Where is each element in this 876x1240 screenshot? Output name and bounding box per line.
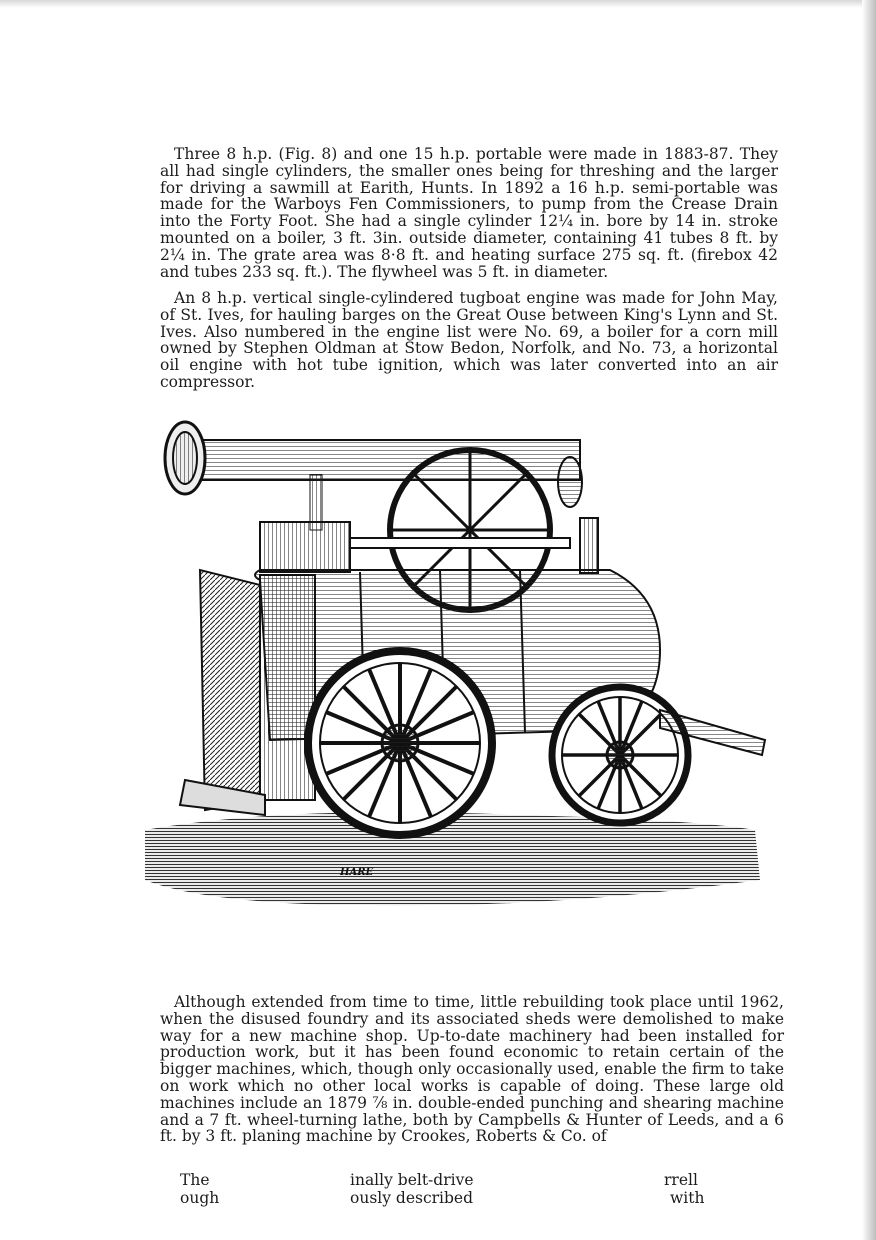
ground-shadow xyxy=(145,812,760,906)
paragraph-machine-shop: Although extended from time to time, little rebuilding took place until 1962, when the disused foundry and its associated sheds were demolished to make way for a new machine shop. Up-to-date machinery had been installed for production work, but it has been found economic to retain certain of the bigger machines, which, though only occasionally used, enable the firm to take on work which no other local works is capable of doing. These large old machines include an 1879 ⅞ in. double-ended punching and shearing machine and a 7 ft. wheel-turning lathe, both by Campbells & Hunter of Leeds, and a 6 ft. by 3 ft. planing machine by Crookes, Roberts & Co. of xyxy=(160,993,784,1146)
cut-fragment: rrell xyxy=(664,1171,698,1189)
engraver-signature: HARE xyxy=(340,867,374,878)
cut-fragment: The xyxy=(180,1171,210,1189)
portable-engine-engraving xyxy=(140,410,770,910)
front-wheel xyxy=(552,687,688,823)
cut-fragment: with xyxy=(670,1189,705,1207)
cut-fragment: ously described xyxy=(350,1189,474,1207)
cut-fragment: inally belt-drive xyxy=(350,1171,474,1189)
cut-fragment: ough xyxy=(180,1189,220,1207)
firebox xyxy=(180,570,315,815)
paragraph-portables: Three 8 h.p. (Fig. 8) and one 15 h.p. portable were made in 1883-87. They all had single cylinders, the smaller ones being for threshing and the larger for driving a sawmill at Earith, Hunts. In 1892 a 16 h.p. semi-portable was made for the Warboys Fen Commissioners, to pump from the Crease Drain into the Forty Foot. She had a single cylinder 12¼ in. bore by 14 in. stroke mounted on a boiler, 3 ft. 3in. outside diameter, containing 41 tubes 8 ft. by 2¼ in. The grate area was 8·8 ft. and heating surface 275 sq. ft. (firebox 42 and tubes 233 sq. ft.). The flywheel was 5 ft. in diameter. xyxy=(160,145,778,281)
page-top-shadow xyxy=(0,0,876,8)
page-edge-shadow xyxy=(862,0,876,1240)
rear-wheel xyxy=(308,651,492,835)
paragraph-tugboat-engine: An 8 h.p. vertical single-cylindered tugboat engine was made for John May, of St. Ives, for hauling barges on the Great Ouse between King's Lynn and St. Ives. Also numbered in the engine list were No. 69, a boiler for a corn mill owned by Stephen Oldman at Stow Bedon, Norfolk, and No. 73, a horizontal oil engine with hot tube ignition, which was later converted into an air compressor. xyxy=(160,289,778,391)
chimney xyxy=(165,422,582,530)
